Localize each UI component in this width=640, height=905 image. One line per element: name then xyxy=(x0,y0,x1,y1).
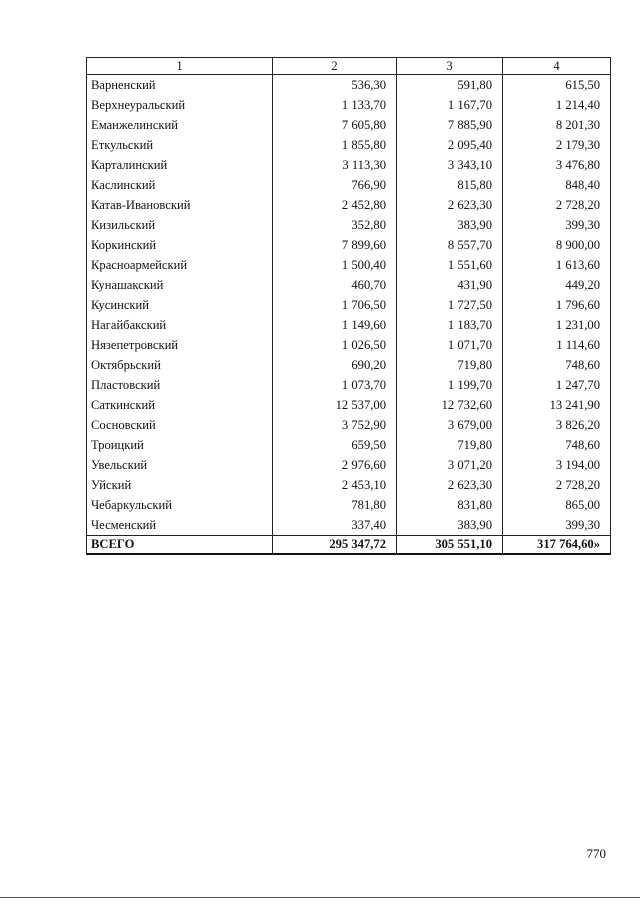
value-cell: 1 133,70 xyxy=(273,95,397,115)
value-cell: 1 551,60 xyxy=(397,255,503,275)
value-cell: 8 557,70 xyxy=(397,235,503,255)
table-row xyxy=(87,195,611,215)
table-row xyxy=(87,435,611,455)
page-bottom-rule xyxy=(0,897,640,898)
table-row xyxy=(87,295,611,315)
value-cell: 1 796,60 xyxy=(503,295,611,315)
value-cell: 3 826,20 xyxy=(503,415,611,435)
district-name-cell: Еткульский xyxy=(87,135,273,155)
value-cell: 3 194,00 xyxy=(503,455,611,475)
budget-table xyxy=(86,57,611,555)
table-row xyxy=(87,235,611,255)
column-header-1: 1 xyxy=(87,58,273,75)
table-row xyxy=(87,95,611,115)
district-name-cell: Саткинский xyxy=(87,395,273,415)
table-row xyxy=(87,495,611,515)
value-cell: 748,60 xyxy=(503,355,611,375)
value-cell: 1 214,40 xyxy=(503,95,611,115)
table-row xyxy=(87,155,611,175)
district-name-cell: Увельский xyxy=(87,455,273,475)
value-cell: 399,30 xyxy=(503,515,611,536)
value-cell: 7 605,80 xyxy=(273,115,397,135)
district-name-cell: Троицкий xyxy=(87,435,273,455)
value-cell: 2 623,30 xyxy=(397,195,503,215)
district-name-cell: Чебаркульский xyxy=(87,495,273,515)
district-name-cell: Нязепетровский xyxy=(87,335,273,355)
value-cell: 659,50 xyxy=(273,435,397,455)
value-cell: 1 199,70 xyxy=(397,375,503,395)
total-value-cell: 295 347,72 xyxy=(273,536,397,555)
table-row xyxy=(87,455,611,475)
total-value-cell: 317 764,60» xyxy=(503,536,611,555)
district-name-cell: Еманжелинский xyxy=(87,115,273,135)
value-cell: 1 026,50 xyxy=(273,335,397,355)
value-cell: 1 500,40 xyxy=(273,255,397,275)
column-header-3: 3 xyxy=(397,58,503,75)
table-body xyxy=(87,58,611,555)
value-cell: 2 453,10 xyxy=(273,475,397,495)
district-name-cell: Нагайбакский xyxy=(87,315,273,335)
value-cell: 1 613,60 xyxy=(503,255,611,275)
value-cell: 2 095,40 xyxy=(397,135,503,155)
district-name-cell: Коркинский xyxy=(87,235,273,255)
table-row xyxy=(87,175,611,195)
table-row xyxy=(87,215,611,235)
value-cell: 848,40 xyxy=(503,175,611,195)
value-cell: 460,70 xyxy=(273,275,397,295)
district-name-cell: Кусинский xyxy=(87,295,273,315)
value-cell: 337,40 xyxy=(273,515,397,536)
district-name-cell: Кунашакский xyxy=(87,275,273,295)
value-cell: 831,80 xyxy=(397,495,503,515)
table-row xyxy=(87,355,611,375)
table-row xyxy=(87,75,611,96)
table-row xyxy=(87,115,611,135)
value-cell: 2 728,20 xyxy=(503,475,611,495)
value-cell: 719,80 xyxy=(397,355,503,375)
district-name-cell: Уйский xyxy=(87,475,273,495)
table-row xyxy=(87,255,611,275)
district-name-cell: Варненский xyxy=(87,75,273,96)
value-cell: 766,90 xyxy=(273,175,397,195)
value-cell: 13 241,90 xyxy=(503,395,611,415)
value-cell: 2 728,20 xyxy=(503,195,611,215)
district-name-cell: Кизильский xyxy=(87,215,273,235)
value-cell: 3 071,20 xyxy=(397,455,503,475)
total-value-cell: 305 551,10 xyxy=(397,536,503,555)
value-cell: 1 167,70 xyxy=(397,95,503,115)
value-cell: 352,80 xyxy=(273,215,397,235)
value-cell: 431,90 xyxy=(397,275,503,295)
value-cell: 781,80 xyxy=(273,495,397,515)
table-row xyxy=(87,415,611,435)
value-cell: 865,00 xyxy=(503,495,611,515)
value-cell: 690,20 xyxy=(273,355,397,375)
value-cell: 1 247,70 xyxy=(503,375,611,395)
district-name-cell: Катав-Ивановский xyxy=(87,195,273,215)
value-cell: 1 071,70 xyxy=(397,335,503,355)
value-cell: 8 201,30 xyxy=(503,115,611,135)
total-label: ВСЕГО xyxy=(87,536,273,555)
column-header-2: 2 xyxy=(273,58,397,75)
value-cell: 1 727,50 xyxy=(397,295,503,315)
district-name-cell: Октябрьский xyxy=(87,355,273,375)
value-cell: 2 623,30 xyxy=(397,475,503,495)
value-cell: 8 900,00 xyxy=(503,235,611,255)
value-cell: 1 073,70 xyxy=(273,375,397,395)
value-cell: 7 885,90 xyxy=(397,115,503,135)
table-row xyxy=(87,335,611,355)
district-name-cell: Чесменский xyxy=(87,515,273,536)
value-cell: 1 855,80 xyxy=(273,135,397,155)
value-cell: 12 537,00 xyxy=(273,395,397,415)
value-cell: 3 752,90 xyxy=(273,415,397,435)
value-cell: 719,80 xyxy=(397,435,503,455)
district-name-cell: Карталинский xyxy=(87,155,273,175)
value-cell: 3 113,30 xyxy=(273,155,397,175)
table-row xyxy=(87,135,611,155)
value-cell: 1 231,00 xyxy=(503,315,611,335)
value-cell: 1 149,60 xyxy=(273,315,397,335)
value-cell: 2 452,80 xyxy=(273,195,397,215)
page-number: 770 xyxy=(586,846,606,861)
value-cell: 1 706,50 xyxy=(273,295,397,315)
value-cell: 3 476,80 xyxy=(503,155,611,175)
value-cell: 399,30 xyxy=(503,215,611,235)
value-cell: 615,50 xyxy=(503,75,611,96)
district-name-cell: Пластовский xyxy=(87,375,273,395)
value-cell: 12 732,60 xyxy=(397,395,503,415)
column-header-4: 4 xyxy=(503,58,611,75)
value-cell: 1 183,70 xyxy=(397,315,503,335)
table-row xyxy=(87,515,611,536)
value-cell: 748,60 xyxy=(503,435,611,455)
table-row xyxy=(87,315,611,335)
district-name-cell: Верхнеуральский xyxy=(87,95,273,115)
value-cell: 536,30 xyxy=(273,75,397,96)
value-cell: 383,90 xyxy=(397,215,503,235)
value-cell: 815,80 xyxy=(397,175,503,195)
table-row xyxy=(87,475,611,495)
table-row xyxy=(87,375,611,395)
value-cell: 7 899,60 xyxy=(273,235,397,255)
value-cell: 3 679,00 xyxy=(397,415,503,435)
value-cell: 383,90 xyxy=(397,515,503,536)
value-cell: 3 343,10 xyxy=(397,155,503,175)
table-row xyxy=(87,275,611,295)
value-cell: 591,80 xyxy=(397,75,503,96)
value-cell: 2 179,30 xyxy=(503,135,611,155)
value-cell: 2 976,60 xyxy=(273,455,397,475)
district-name-cell: Каслинский xyxy=(87,175,273,195)
total-row xyxy=(87,536,611,555)
district-name-cell: Красноармейский xyxy=(87,255,273,275)
table-row xyxy=(87,395,611,415)
district-name-cell: Сосновский xyxy=(87,415,273,435)
value-cell: 1 114,60 xyxy=(503,335,611,355)
header-row xyxy=(87,58,611,75)
value-cell: 449,20 xyxy=(503,275,611,295)
